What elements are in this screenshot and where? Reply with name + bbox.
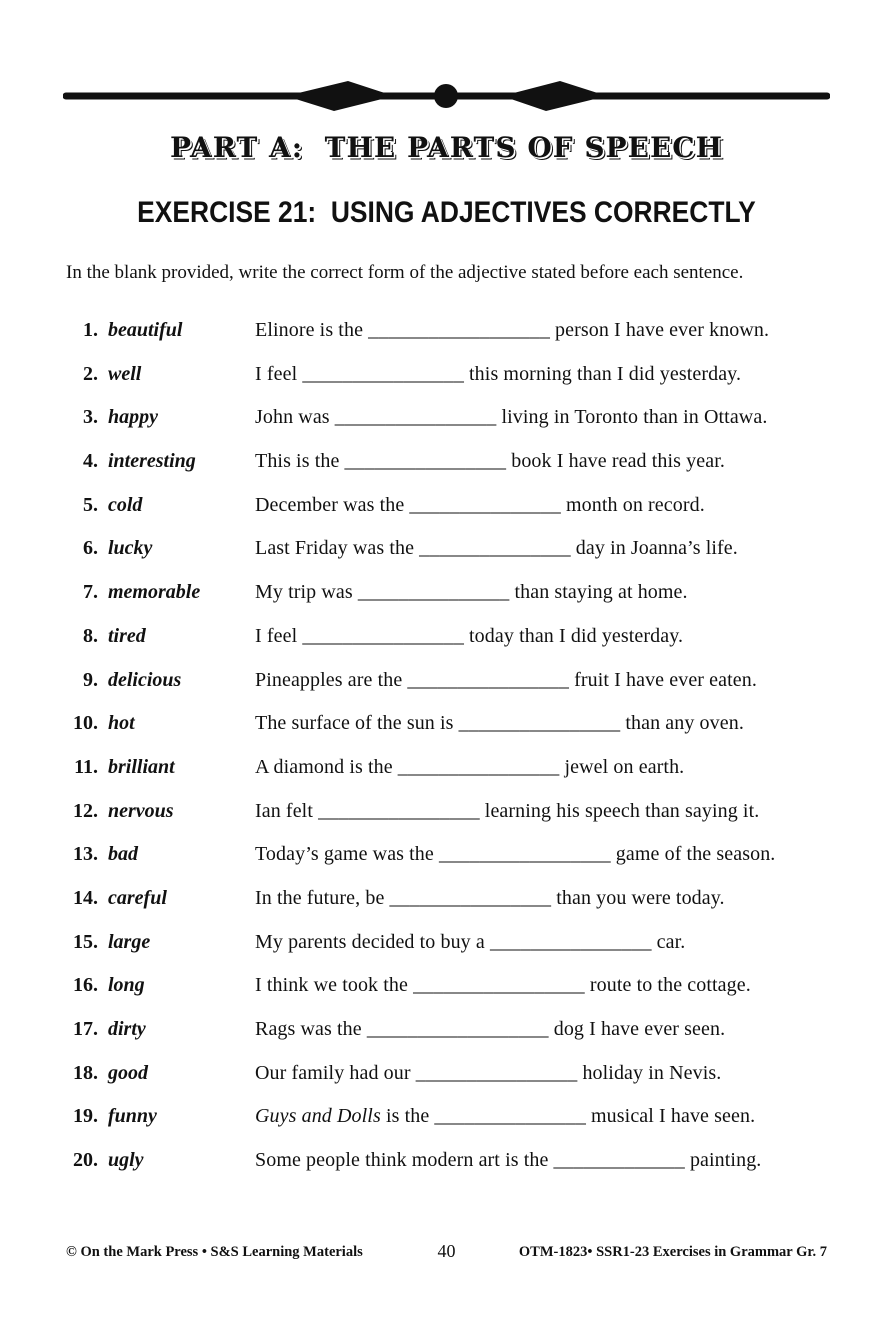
item-number: 6. [83,537,98,560]
item-number: 9. [83,668,98,691]
item-sentence: Some people think modern art is the _____________ painting. [255,1149,762,1172]
exercise-item [66,800,833,844]
exercise-item [66,581,833,625]
item-sentence: My parents decided to buy a ________________ car. [255,930,686,953]
item-number: 17. [73,1018,98,1040]
exercise-item [66,625,833,669]
item-adjective: careful [108,886,167,909]
exercise-item [66,931,833,975]
diamond-icon [286,81,394,111]
item-sentence: I feel ________________ this morning than I did yesterday. [255,362,742,385]
item-number: 8. [83,624,98,647]
item-number: 3. [83,406,98,429]
item-adjective: nervous [108,799,174,822]
item-sentence: I think we took the _________________ route to the cottage. [255,974,751,997]
item-adjective: memorable [108,581,201,604]
item-sentence: Today’s game was the _________________ game of the season. [255,843,776,866]
item-adjective: brilliant [108,755,175,778]
exercise-item [66,1105,833,1149]
diamond-icon [502,81,607,111]
item-adjective: delicious [108,668,182,691]
exercise-title: EXERCISE 21: USING ADJECTIVES CORRECTLY [137,196,756,229]
item-adjective: bad [108,843,138,866]
item-sentence: Guys and Dolls is the _______________ musical I have seen. [255,1105,756,1128]
item-sentence: Pineapples are the ________________ fruit I have ever eaten. [255,668,757,691]
item-adjective: long [108,974,145,997]
exercise-item [66,450,833,494]
item-adjective: beautiful [108,319,183,341]
item-adjective: large [108,930,151,953]
italic-title: Guys and Dolls [255,1105,381,1128]
item-number: 5. [83,493,98,516]
item-adjective: hot [108,712,135,735]
item-number: 19. [73,1105,98,1128]
exercise-item [66,756,833,800]
item-sentence: This is the ________________ book I have read this year. [255,450,725,473]
item-adjective: funny [108,1105,157,1128]
item-sentence: Our family had our ________________ holiday in Nevis. [255,1061,722,1084]
item-adjective: tired [108,624,146,647]
footer-copyright: © On the Mark Press • S&S Learning Materials [66,1244,363,1260]
item-number: 20. [73,1149,98,1172]
exercise-item [66,974,833,1018]
exercise-item [66,537,833,581]
item-adjective: cold [108,493,143,516]
exercise-item [66,843,833,887]
item-sentence: My trip was _______________ than staying at home. [255,581,688,604]
item-number: 4. [83,450,98,473]
item-number: 1. [83,319,98,341]
circle-icon [434,84,458,108]
item-sentence: Ian felt ________________ learning his speech than saying it. [255,799,760,822]
item-sentence: December was the _______________ month on record. [255,493,705,516]
item-adjective: well [108,362,142,385]
item-adjective: dirty [108,1018,146,1040]
item-adjective: happy [108,406,158,429]
item-number: 18. [73,1061,98,1084]
item-sentence: The surface of the sun is ________________ than any oven. [255,712,744,735]
item-sentence: I feel ________________ today than I did yesterday. [255,624,684,647]
exercise-list [66,319,833,1193]
exercise-item [66,494,833,538]
item-adjective: interesting [108,450,196,473]
exercise-item [66,887,833,931]
exercise-item [66,406,833,450]
exercise-item [66,669,833,713]
item-number: 13. [73,843,98,866]
item-number: 15. [73,930,98,953]
instructions: In the blank provided, write the correct form of the adjective stated before each sentence. [66,262,744,283]
page-footer [66,1241,827,1263]
item-adjective: lucky [108,537,153,560]
item-adjective: good [108,1061,148,1084]
exercise-item [66,319,833,363]
item-sentence: Elinore is the __________________ person I have ever known. [255,319,770,341]
item-adjective: ugly [108,1149,144,1172]
item-number: 10. [73,712,98,735]
exercise-item [66,363,833,407]
item-number: 11. [74,755,98,778]
item-number: 12. [73,799,98,822]
footer-code: OTM-1823• SSR1-23 Exercises in Grammar Gr. 7 [518,1244,827,1260]
item-sentence: Rags was the __________________ dog I have ever seen. [255,1018,726,1040]
item-sentence: A diamond is the ________________ jewel on earth. [255,755,685,778]
item-number: 16. [73,974,98,997]
exercise-item [66,712,833,756]
exercise-item [66,1149,833,1193]
item-number: 14. [73,886,98,909]
item-sentence: John was ________________ living in Toronto than in Ottawa. [255,406,768,429]
exercise-item [66,1018,833,1062]
exercise-title-wrap [0,196,893,230]
part-title: PART A: THE PARTS OF SPEECH [169,131,724,164]
item-number: 7. [83,581,98,604]
page-number: 40 [437,1241,456,1261]
exercise-item [66,1062,833,1106]
item-sentence: In the future, be ________________ than you were today. [255,886,725,909]
item-number: 2. [83,362,98,385]
item-sentence: Last Friday was the _______________ day in Joanna’s life. [255,537,738,560]
decorative-divider [63,78,830,114]
